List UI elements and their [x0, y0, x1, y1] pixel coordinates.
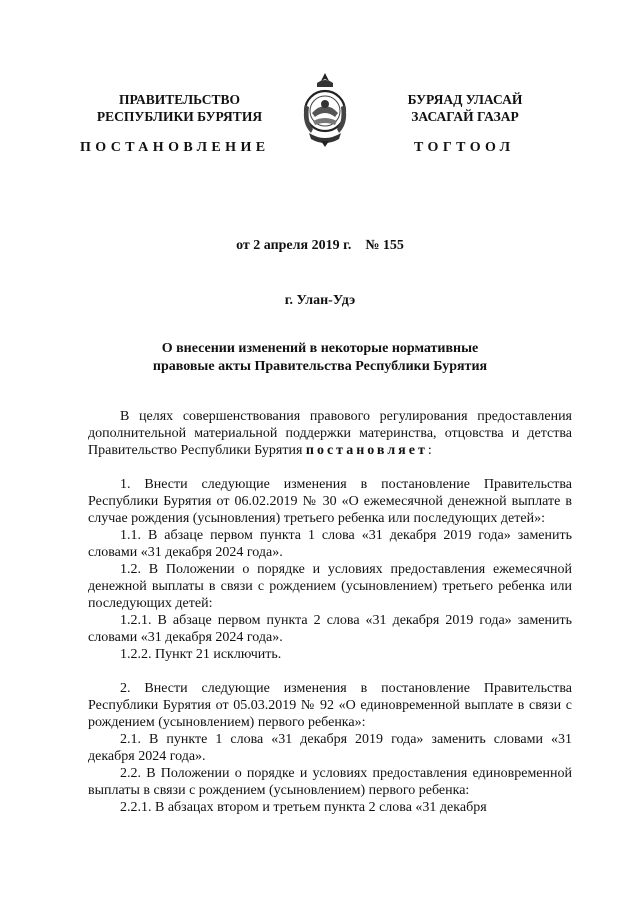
- document-body: [88, 408, 572, 816]
- paragraph-2-1: 2.1. В пункте 1 слова «31 декабря 2019 года» заменить словами «31 декабря 2024 года».: [88, 732, 572, 764]
- city: г. Улан-Удэ: [284, 293, 356, 308]
- paragraph-2-2: 2.2. В Положении о порядке и условиях предоставления единовременной выплаты в связи с рождением (усыновлением) первого ребенка:: [88, 766, 572, 798]
- header-left-line1: ПРАВИТЕЛЬСТВО: [118, 92, 240, 107]
- header-left-line2: РЕСПУБЛИКИ БУРЯТИЯ: [96, 109, 263, 124]
- header-left-org: [92, 91, 267, 125]
- paragraph-1-2: 1.2. В Положении о порядке и условиях предоставления ежемесячной денежной выплаты в связи с рождением (усыновлением) третьего ребенка или последующих детей:: [88, 562, 572, 611]
- intro-keyword: постановляет: [305, 443, 428, 458]
- title-line1: О внесении изменений в некоторые нормативные: [161, 341, 479, 356]
- paragraph-1-2-2: 1.2.2. Пункт 21 исключить.: [120, 647, 282, 662]
- paragraph-2-2-1: 2.2.1. В абзацах втором и третьем пункта 2 слова «31 декабря: [120, 800, 487, 815]
- header-right-line1: БУРЯАД УЛАСАЙ: [407, 92, 523, 107]
- intro-end: :: [427, 443, 432, 458]
- paragraph-1-1: 1.1. В абзаце первом пункта 1 слова «31 декабря 2019 года» заменить словами «31 декабря 2024 года».: [88, 528, 572, 560]
- title-line2: правовые акты Правительства Республики Бурятия: [152, 359, 488, 374]
- date-number-line: [0, 238, 640, 254]
- header-right-org: [385, 91, 545, 125]
- paragraph-2: 2. Внести следующие изменения в постановление Правительства Республики Бурятия от 05.03.2019 № 92 «О единовременной выплате в связи с рождением (усыновлением) первого ребенка»:: [88, 681, 572, 730]
- intro-text: В целях совершенствования правового регулирования предоставления дополнительной материальной поддержки материнства, отцовства и детства Правительство Республики Бурятия: [88, 409, 572, 458]
- intro-paragraph: [88, 408, 572, 459]
- paragraph-1: 1. Внести следующие изменения в постановление Правительства Республики Бурятия от 06.02.2019 № 30 «О ежемесячной денежной выплате в случае рождения (усыновления) третьего ребенка или последующих детей»:: [88, 477, 572, 526]
- coat-of-arms-icon: [299, 71, 351, 149]
- paragraph-1-2-1: 1.2.1. В абзаце первом пункта 2 слова «31 декабря 2019 года» заменить словами «31 декабря 2024 года».: [88, 613, 572, 645]
- doc-type-left: ПОСТАНОВЛЕНИЕ: [80, 140, 270, 155]
- header-right-line2: ЗАСАГАЙ ГАЗАР: [411, 109, 519, 124]
- document-title: [0, 340, 640, 376]
- date-number: от 2 апреля 2019 г. № 155: [236, 238, 404, 253]
- doc-type-right: ТОГТООЛ: [414, 140, 515, 155]
